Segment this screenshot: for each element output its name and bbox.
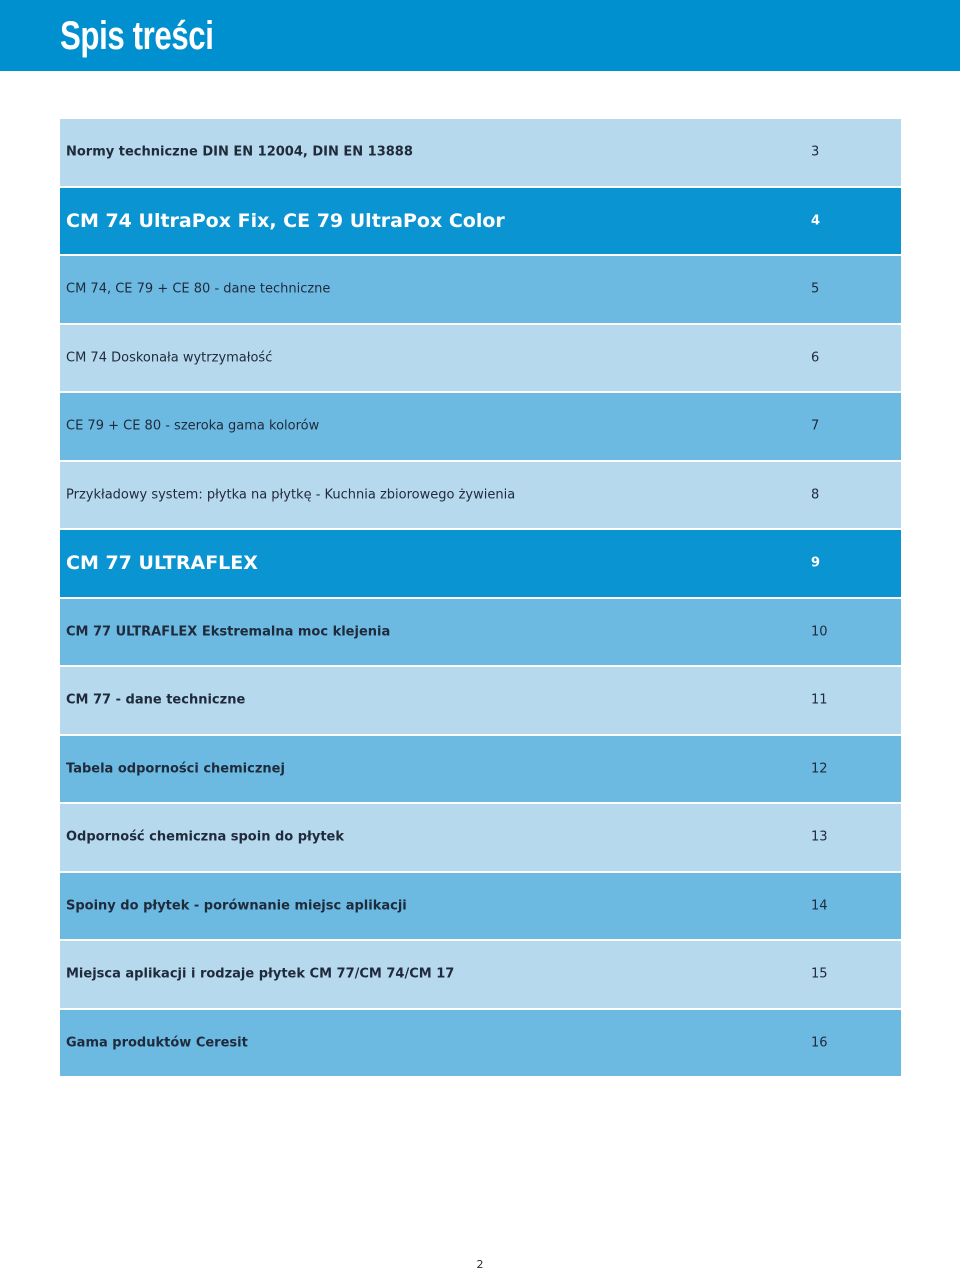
toc-entry-label: CE 79 + CE 80 - szeroka gama kolorów — [66, 418, 320, 434]
toc-entry-label: CM 77 - dane techniczne — [66, 692, 246, 708]
toc-entry-label: Odporność chemiczna spoin do płytek — [66, 829, 345, 845]
toc-entry[interactable] — [60, 941, 901, 1008]
toc-entry-label: CM 74, CE 79 + CE 80 - dane techniczne — [66, 281, 331, 297]
toc-entry-label: CM 77 ULTRAFLEX Ekstremalna moc klejenia — [66, 624, 391, 640]
toc-entry-label: CM 77 ULTRAFLEX — [66, 552, 258, 575]
toc-entry-page: 5 — [811, 281, 820, 297]
toc-entry-page: 13 — [811, 829, 828, 845]
toc-entry[interactable] — [60, 873, 901, 940]
toc-entry[interactable] — [60, 462, 901, 529]
toc-entry[interactable] — [60, 1010, 901, 1077]
toc-entry[interactable] — [60, 804, 901, 871]
page-number: 2 — [476, 1258, 484, 1271]
toc-entry-page: 14 — [811, 898, 828, 914]
toc-entry-label: Spoiny do płytek - porównanie miejsc aplikacji — [66, 898, 407, 914]
toc-entry-page: 11 — [811, 692, 828, 708]
toc-entry-page: 3 — [811, 144, 820, 160]
toc-entry-page: 12 — [811, 761, 828, 777]
toc-entry[interactable] — [60, 256, 901, 323]
toc-entry[interactable] — [60, 736, 901, 803]
toc-entry-label: CM 74 UltraPox Fix, CE 79 UltraPox Color — [66, 209, 505, 232]
toc-entry-page: 16 — [811, 1035, 828, 1051]
header-banner — [0, 0, 960, 71]
toc-entry-page: 15 — [811, 966, 828, 982]
toc-entry-page: 4 — [811, 213, 821, 229]
toc-entry-label: Tabela odporności chemicznej — [66, 761, 285, 777]
toc-entry-label: Normy techniczne DIN EN 12004, DIN EN 13888 — [66, 144, 413, 160]
page-title: Spis treści — [60, 14, 214, 58]
toc-entry-page: 6 — [811, 350, 820, 366]
toc-entry[interactable] — [60, 188, 901, 255]
toc-entry[interactable] — [60, 667, 901, 734]
toc-entry-page: 7 — [811, 418, 820, 434]
toc-entry[interactable] — [60, 530, 901, 597]
toc-entry-label: Gama produktów Ceresit — [66, 1035, 248, 1051]
toc-entry-page: 9 — [811, 555, 821, 571]
toc-entry-label: Miejsca aplikacji i rodzaje płytek CM 77/CM 74/CM 17 — [66, 966, 455, 982]
toc-entry[interactable] — [60, 325, 901, 392]
table-of-contents — [60, 119, 901, 1076]
toc-entry-page: 10 — [811, 624, 828, 640]
toc-entry-page: 8 — [811, 487, 820, 503]
toc-entry[interactable] — [60, 393, 901, 460]
toc-entry[interactable] — [60, 599, 901, 666]
toc-entry-label: CM 74 Doskonała wytrzymałość — [66, 350, 273, 366]
toc-entry-label: Przykładowy system: płytka na płytkę - Kuchnia zbiorowego żywienia — [66, 487, 516, 503]
toc-entry[interactable] — [60, 119, 901, 186]
